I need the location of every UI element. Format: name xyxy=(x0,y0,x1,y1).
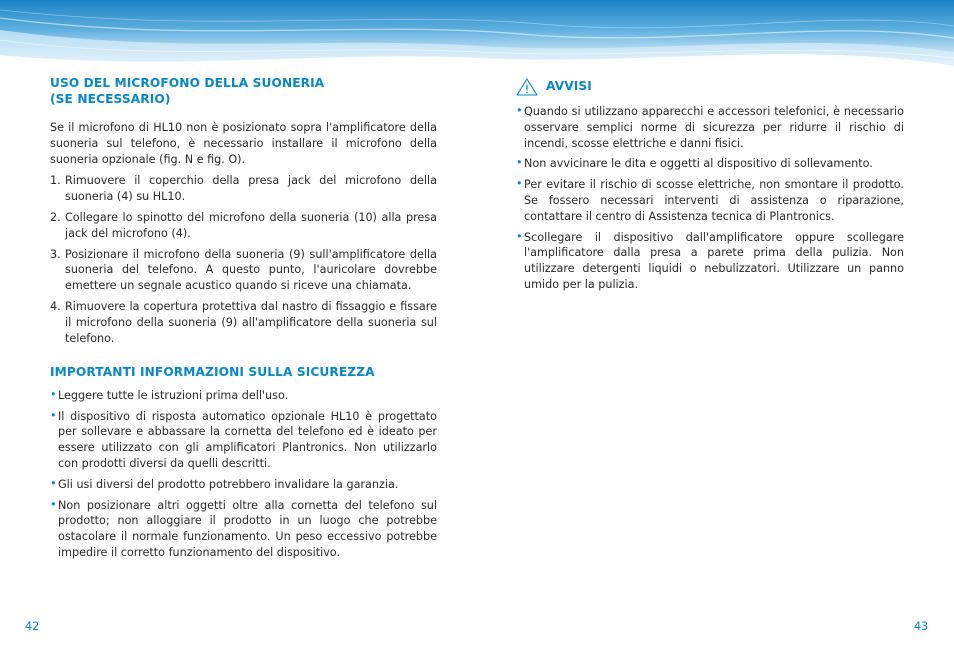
warning-item: • Scollegare il dispositivo dall'amplificatore oppure scollegare l'amplificatore dalla presa a parete prima della pulizia. Non utilizzare detergenti liquidi o nebulizzatori. Utilizzare un panno umido per la pulizia. xyxy=(516,230,904,293)
step-item: 1. Rimuovere il coperchio della presa jack del microfono della suoneria (4) su HL10. xyxy=(50,174,437,204)
warnings-list xyxy=(516,104,904,293)
safety-list xyxy=(50,388,437,561)
safety-item: • Non posizionare altri oggetti oltre alla cornetta del telefono sul prodotto; non alloggiare il prodotto in un luogo che potrebbe ostacolare il normale funzionamento. Un peso eccessivo potrebbe impedire il corretto funzionamento del dispositivo. xyxy=(50,498,437,561)
warning-item: • Non avvicinare le dita e oggetti al dispositivo di sollevamento. xyxy=(516,156,904,172)
header-wave-banner xyxy=(0,0,954,80)
warnings-header xyxy=(516,78,904,96)
page-number-right: 43 xyxy=(914,620,929,633)
installation-steps xyxy=(50,173,437,346)
section-heading-ringer-mic: USO DEL MICROFONO DELLA SUONERIA (SE NECESSARIO) xyxy=(50,76,325,106)
warning-item: • Per evitare il rischio di scosse elettriche, non smontare il prodotto. Se fossero necessari interventi di assistenza o riparazione, contattare il centro di Assistenza tecnica di Plantronics. xyxy=(516,177,904,224)
page-number-left: 42 xyxy=(25,620,40,633)
safety-item: • Il dispositivo di risposta automatico opzionale HL10 è progettato per sollevare e abbassare la cornetta del telefono ed è ideato per essere utilizzato con gli amplificatori Plantronics. Non utilizzarlo con prodotti diversi da quelli descritti. xyxy=(50,409,437,472)
step-item: 3. Posizionare il microfono della suoneria (9) sull'amplificatore della suoneria del telefono. A questo punto, l'auricolare dovrebbe emettere un segnale acustico quando si riceve una chiamata. xyxy=(50,247,437,293)
section-heading-safety: IMPORTANTI INFORMAZIONI SULLA SICUREZZA xyxy=(50,365,375,380)
safety-item: • Gli usi diversi del prodotto potrebbero invalidare la garanzia. xyxy=(50,477,437,493)
section-heading-warnings: AVVISI xyxy=(546,79,592,94)
step-item: 2. Collegare lo spinotto del microfono della suoneria (10) alla presa jack del microfono (4). xyxy=(50,210,437,240)
left-page-column xyxy=(50,76,437,566)
step-item: 4. Rimuovere la copertura protettiva dal nastro di fissaggio e fissare il microfono della suoneria (9) all'amplificatore della suoneria sul telefono. xyxy=(50,299,437,345)
warning-item: • Quando si utilizzano apparecchi e accessori telefonici, è necessario osservare semplici norme di sicurezza per ridurre il rischio di incendi, scosse elettriche e danni fisici. xyxy=(516,104,904,151)
right-page-column xyxy=(516,76,904,298)
intro-paragraph: Se il microfono di HL10 non è posizionato sopra l'amplificatore della suoneria sul telefono, è necessario installare il microfono della suoneria opzionale (fig. N e fig. O). xyxy=(50,121,437,166)
safety-item: • Leggere tutte le istruzioni prima dell'uso. xyxy=(50,388,437,404)
warning-triangle-icon xyxy=(516,78,538,96)
